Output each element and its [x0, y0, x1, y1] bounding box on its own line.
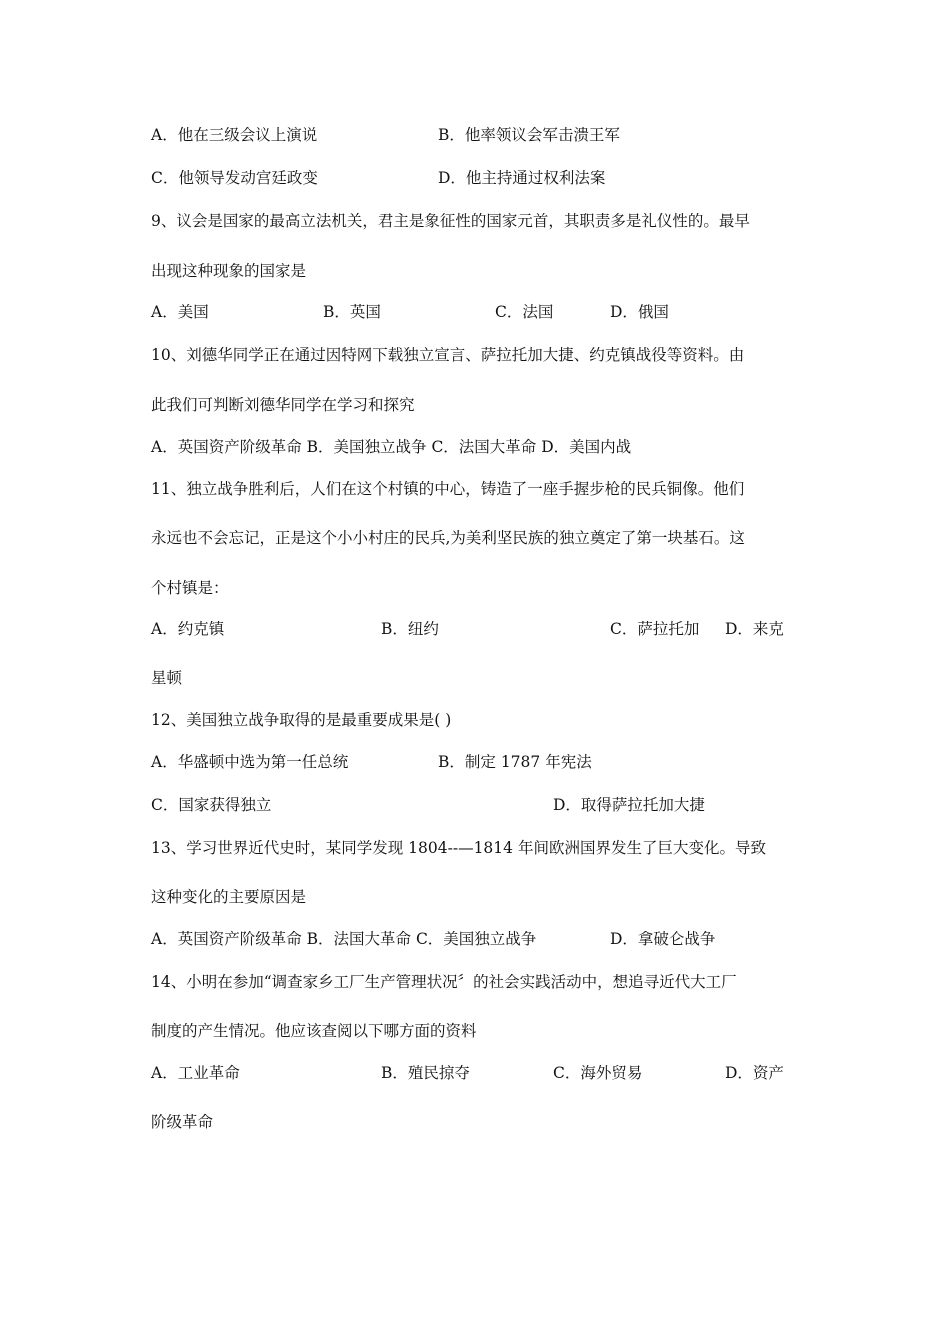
q9-option-a: A．美国: [151, 303, 209, 321]
q13-option-d: D．拿破仑战争: [610, 930, 716, 948]
q11-option-a: A．约克镇: [151, 620, 225, 638]
q11-option-d: D．来克: [725, 620, 784, 638]
q12-option-b: B．制定 1787 年宪法: [438, 753, 592, 771]
q14-option-d-continued: 阶级革命: [151, 1113, 214, 1131]
q11-option-c: C．萨拉托加: [610, 620, 700, 638]
q12-option-d: D．取得萨拉托加大捷: [553, 796, 705, 814]
q11-stem-line2: 永远也不会忘记，正是这个小小村庄的民兵,为美利坚民族的独立奠定了第一块基石。这: [151, 529, 745, 547]
q8-option-a: A．他在三级会议上演说: [151, 126, 318, 144]
q10-stem-line1: 10、刘德华同学正在通过因特网下载独立宣言、萨拉托加大捷、约克镇战役等资料。由: [151, 346, 745, 364]
q14-option-b: B．殖民掠夺: [381, 1064, 470, 1082]
q13-stem-line1: 13、学习世界近代史时，某同学发现 1804--—1814 年间欧洲国界发生了巨大变化。导致: [151, 839, 766, 857]
q8-option-c: C．他领导发动宫廷政变: [151, 169, 318, 187]
q11-option-b: B．纽约: [381, 620, 439, 638]
q10-options: A．英国资产阶级革命 B．美国独立战争 C．法国大革命 D．美国内战: [151, 438, 632, 456]
q8-option-d: D．他主持通过权利法案: [438, 169, 606, 187]
q11-option-d-continued: 星顿: [151, 669, 183, 687]
q12-option-c: C．国家获得独立: [151, 796, 272, 814]
q12-stem: 12、美国独立战争取得的是最重要成果是( ): [151, 711, 452, 729]
q9-stem-line2: 出现这种现象的国家是: [151, 262, 307, 280]
q11-stem-line1: 11、独立战争胜利后，人们在这个村镇的中心，铸造了一座手握步枪的民兵铜像。他们: [151, 480, 745, 498]
q11-stem-line3: 个村镇是：: [151, 579, 229, 597]
q14-stem-line1: 14、小明在参加“调查家乡工厂生产管理状况〞的社会实践活动中，想追寻近代大工厂: [151, 973, 737, 991]
q14-option-a: A．工业革命: [151, 1064, 240, 1082]
q9-option-d: D．俄国: [610, 303, 669, 321]
q8-option-b: B．他率领议会军击溃王军: [438, 126, 620, 144]
q14-option-d: D．资产: [725, 1064, 784, 1082]
q9-stem-line1: 9、议会是国家的最高立法机关，君主是象征性的国家元首，其职责多是礼仪性的。最早: [151, 212, 750, 230]
q12-option-a: A．华盛顿中选为第一任总统: [151, 753, 349, 771]
q9-option-c: C．法国: [495, 303, 554, 321]
q14-stem-line2: 制度的产生情况。他应该查阅以下哪方面的资料: [151, 1022, 477, 1040]
q13-options-abc: A．英国资产阶级革命 B．法国大革命 C．美国独立战争: [151, 930, 537, 948]
q13-stem-line2: 这种变化的主要原因是: [151, 888, 307, 906]
q9-option-b: B．英国: [323, 303, 381, 321]
q10-stem-line2: 此我们可判断刘德华同学在学习和探究: [151, 396, 415, 414]
q14-option-c: C．海外贸易: [553, 1064, 643, 1082]
